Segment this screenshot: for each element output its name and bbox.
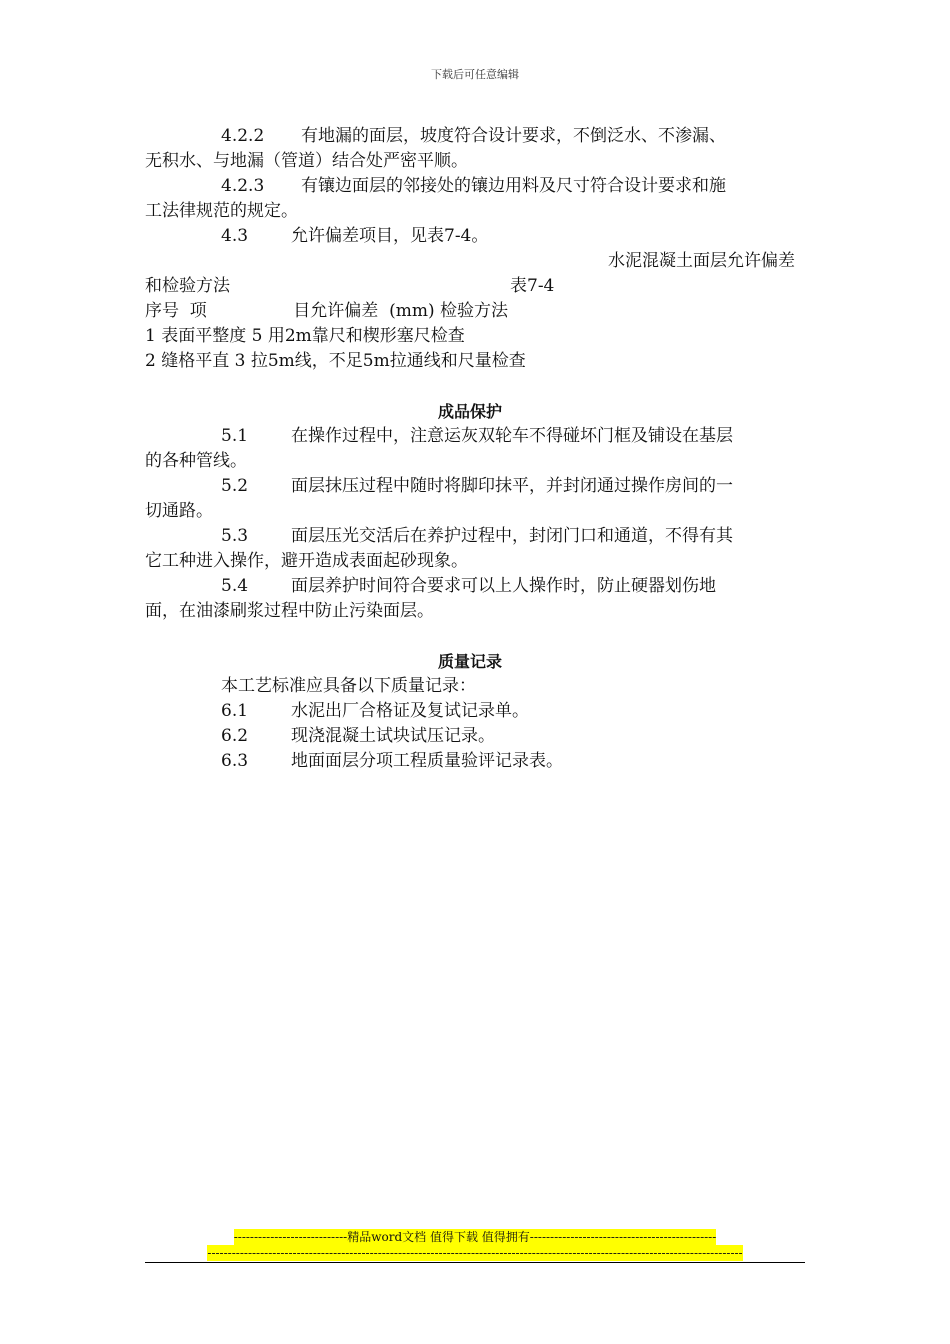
- footer-banner-line1: [0, 1229, 950, 1245]
- table-title-left: 和检验方法: [145, 276, 230, 296]
- item-6-3: [145, 749, 795, 774]
- item-number: 4.2.3: [221, 176, 265, 196]
- section-intro: 本工艺标准应具备以下质量记录：: [221, 676, 476, 696]
- item-text: 在操作过程中，注意运灰双轮车不得碰坏门框及铺设在基层: [291, 426, 733, 446]
- item-number: 6.1: [221, 701, 249, 721]
- item-text: 面层压光交活后在养护过程中，封闭门口和通道，不得有其: [291, 526, 733, 546]
- item-5-3: [145, 524, 795, 549]
- table-header: 序号 项 目允许偏差 (mm) 检验方法: [145, 301, 508, 321]
- item-text: 面层养护时间符合要求可以上人操作时，防止硬器划伤地: [291, 576, 716, 596]
- page-header: 下载后可任意编辑: [431, 68, 519, 81]
- table-row: 1 表面平整度 5 用2m靠尺和楔形塞尺检查: [145, 326, 465, 346]
- section-title-finished-product-protection: 成品保护: [437, 402, 502, 421]
- document-body: [145, 124, 795, 774]
- item-4-3: [145, 224, 795, 249]
- item-text: 面层抹压过程中随时将脚印抹平，并封闭通过操作房间的一: [291, 476, 733, 496]
- item-6-2: [145, 724, 795, 749]
- table-title-line1: 水泥混凝土面层允许偏差: [608, 251, 795, 271]
- item-number: 5.1: [221, 426, 249, 446]
- item-number: 4.2.2: [221, 126, 265, 146]
- item-number: 5.3: [221, 526, 249, 546]
- footer-banner-line2: [0, 1245, 950, 1261]
- item-text: 有镶边面层的邻接处的镶边用料及尺寸符合设计要求和施: [301, 176, 726, 196]
- footer-divider: [145, 1262, 805, 1263]
- item-5-1: [145, 424, 795, 449]
- footer-text: ----------------------------精品word文档 值得下载 值得拥有----------------------------------------------: [233, 1230, 717, 1244]
- item-5-2: [145, 474, 795, 499]
- item-number: 4.3: [221, 226, 249, 246]
- item-text: 地面面层分项工程质量验评记录表。: [291, 751, 563, 771]
- section-title-quality-records: 质量记录: [437, 652, 502, 671]
- item-5-2-cont: 切通路。: [145, 501, 213, 521]
- item-4-2-3-cont: 工法律规范的规定。: [145, 201, 298, 221]
- item-5-3-cont: 它工种进入操作，避开造成表面起砂现象。: [145, 551, 468, 571]
- table-number: 表7-4: [510, 276, 555, 296]
- item-text: 水泥出厂合格证及复试记录单。: [291, 701, 529, 721]
- item-text: 有地漏的面层，坡度符合设计要求，不倒泛水、不渗漏、: [301, 126, 726, 146]
- item-number: 6.3: [221, 751, 249, 771]
- item-number: 6.2: [221, 726, 249, 746]
- item-5-1-cont: 的各种管线。: [145, 451, 247, 471]
- table-row: 2 缝格平直 3 拉5m线，不足5m拉通线和尺量检查: [145, 351, 526, 371]
- item-5-4-cont: 面，在油漆刷浆过程中防止污染面层。: [145, 601, 434, 621]
- item-number: 5.4: [221, 576, 249, 596]
- item-number: 5.2: [221, 476, 249, 496]
- item-6-1: [145, 699, 795, 724]
- item-text: 允许偏差项目，见表7-4。: [291, 226, 489, 246]
- item-text: 现浇混凝土试块试压记录。: [291, 726, 495, 746]
- item-4-2-3: [145, 174, 795, 199]
- item-5-4: [145, 574, 795, 599]
- table-title-line2: [145, 274, 795, 299]
- footer-dashes: ------------------------------------------------------------------------------------------------------------------------------------: [207, 1246, 743, 1260]
- item-4-2-2-cont: 无积水、与地漏（管道）结合处严密平顺。: [145, 151, 468, 171]
- item-4-2-2: [145, 124, 795, 149]
